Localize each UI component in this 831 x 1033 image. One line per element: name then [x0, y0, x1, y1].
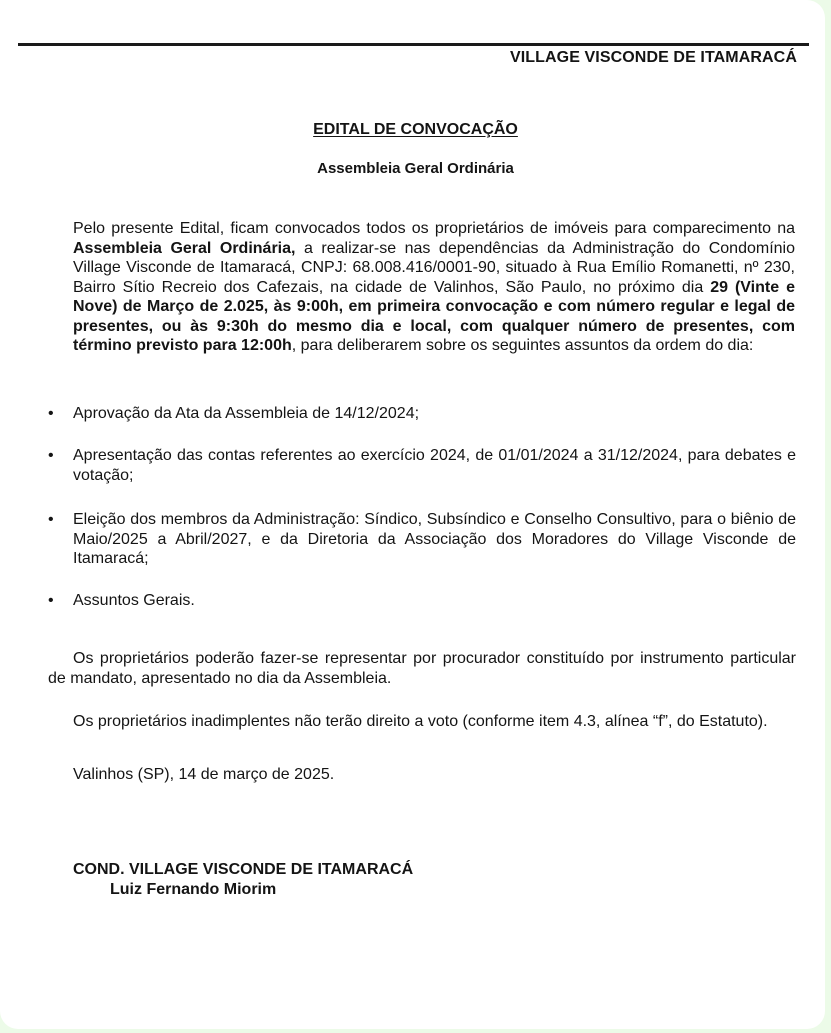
signature-entity: COND. VILLAGE VISCONDE DE ITAMARACÁ [73, 861, 414, 878]
intro-paragraph [73, 219, 795, 356]
notice-subtitle: Assembleia Geral Ordinária [317, 160, 514, 177]
agenda-item [48, 446, 796, 485]
representation-paragraph: Os proprietários poderão fazer-se representar por procurador constituído por instrumento particular de mandato, apresentado no dia da Assembleia. [48, 650, 796, 687]
intro-bold-2: 29 (Vinte e Nove) de Março de 2.025, às 9:00h, em primeira convocação e com número regular e legal de presentes, ou às 9:30h do mesmo dia e local, com qualquer número de presentes, com término previsto para 12:00h [73, 278, 795, 354]
intro-bold-1: Assembleia Geral Ordinária, [73, 239, 296, 257]
header-title: VILLAGE VISCONDE DE ITAMARACÁ [509, 49, 797, 66]
bullet-icon: • [48, 405, 54, 422]
agenda-item-text: Apresentação das contas referentes ao exercício 2024, de 01/01/2024 a 31/12/2024, para debates e votação; [73, 447, 796, 484]
intro-text-1: Pelo presente Edital, ficam convocados todos os proprietários de imóveis para comparecimento na [73, 220, 795, 237]
notice-title: EDITAL DE CONVOCAÇÃO [313, 121, 518, 138]
agenda-item-text: Aprovação da Ata da Assembleia de 14/12/2024; [73, 405, 420, 422]
agenda-item-text: Eleição dos membros da Administração: Síndico, Subsíndico e Conselho Consultivo, para o biênio de Maio/2025 a Abril/2027, e da Diretoria da Associação dos Moradores do Village Visconde de Itamaracá; [73, 511, 796, 567]
agenda-item [48, 591, 796, 611]
date-line: Valinhos (SP), 14 de março de 2025. [73, 766, 335, 783]
agenda-item-text: Assuntos Gerais. [73, 592, 195, 609]
agenda-item [48, 404, 796, 424]
intro-text-3: , para deliberarem sobre os seguintes assuntos da ordem do dia: [291, 337, 754, 354]
bullet-icon: • [48, 511, 54, 528]
bullet-icon: • [48, 447, 54, 464]
header-rule [18, 43, 809, 46]
agenda-item [48, 510, 796, 569]
intro-text-2: a realizar-se nas dependências da Administração do Condomínio Village Visconde de Itamaracá, CNPJ: 68.008.416/0001-90, situado à Rua Emílio Romanetti, nº 230, Bairro Sítio Recreio dos Cafezais, na cidade de Valinhos, São Paulo, no próximo dia [73, 239, 795, 296]
voting-paragraph: Os proprietários inadimplentes não terão direito a voto (conforme item 4.3, alínea “f”, do Estatuto). [73, 713, 768, 730]
signature-name: Luiz Fernando Miorim [110, 881, 277, 898]
signature-block [73, 860, 413, 900]
bullet-icon: • [48, 592, 54, 609]
